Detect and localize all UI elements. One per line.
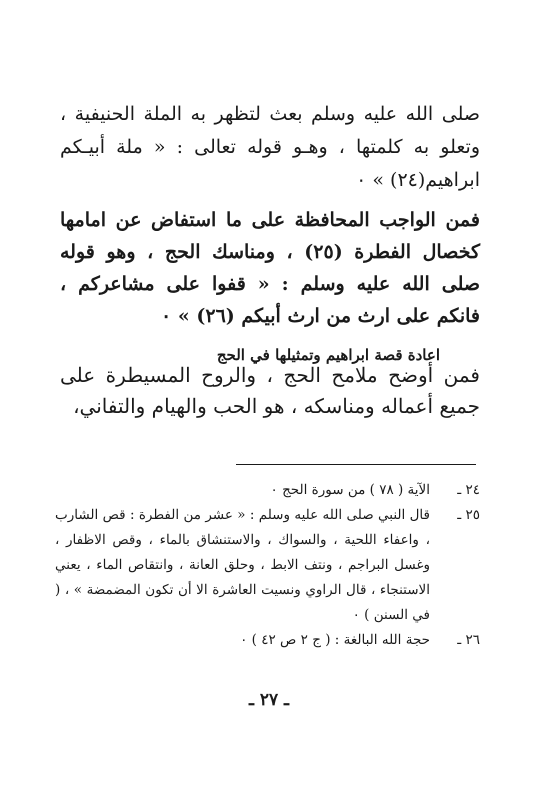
paragraph-1: صلى الله عليه وسلم بعث لتظهر به الملة الحنيفية ، وتعلو به كلمتها ، وهـو قوله تعالى : « ملة أبيـكم ابراهيم(٢٤) » ٠ (60, 103, 480, 191)
footnote-24 (55, 478, 480, 503)
paragraph-2: فمن الواجب المحافظة على ما استفاض عن امامها كخصال الفطرة (٢٥) ، ومناسك الحج ، وهو قوله صلى الله عليه وسلم : « قفوا على مشاعركم ، فانكم على ارث من ارث أبيكم (٢٦) » ٠ (60, 209, 480, 327)
footnote-text: حجة الله البالغة : ( ج ٢ ص ٤٢ ) ٠ (240, 632, 430, 648)
footnote-number: ٢٤ ـ (457, 482, 480, 498)
footnote-25 (55, 503, 480, 628)
footnote-number: ٢٦ ـ (457, 632, 480, 648)
footnote-text: الآية ( ٧٨ ) من سورة الحج ٠ (270, 482, 430, 498)
footnote-text: قال النبي صلى الله عليه وسلم : « عشر من الفطرة : قص الشارب ، واعفاء اللحية ، والسواك ، والاستنشاق بالماء ، وقص الاظفار ، وغسل البراجم ، ونتف الابط ، وحلق العانة ، وانتقاص الماء ، يعني الاستنجاء ، قال الراوي ونسيت العاشرة الا أن تكون المضمضة » ، ( في السنن ) ٠ (55, 507, 430, 623)
footnote-number: ٢٥ ـ (457, 507, 480, 523)
section-heading: اعادة قصة ابراهيم وتمثيلها في الحج (216, 346, 440, 364)
footnote-26 (55, 628, 480, 653)
page-number: ـ ٢٧ ـ (248, 690, 290, 710)
footnotes (55, 478, 480, 653)
footnote-divider (236, 464, 476, 465)
paragraph-3: فمن أوضح ملامح الحج ، والروح المسيطرة على جميع أعماله ومناسكه ، هو الحب والهيام والتفاني، (60, 363, 480, 418)
